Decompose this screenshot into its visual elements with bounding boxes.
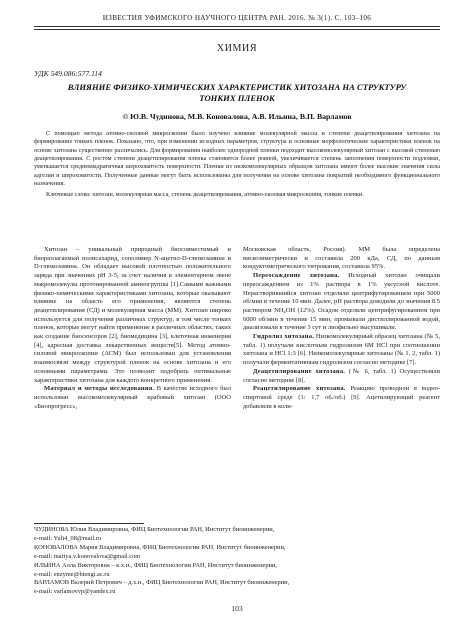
abstract [34,130,440,200]
footnote-line: e-mail: mariya.v.konovalova@gmail.com [34,552,141,560]
reacetylation-heading: Реацетилирование хитозана. [253,385,346,393]
reacetylation-paragraph [243,385,440,411]
hydrolysis-heading: Гидролиз хитозана. [253,333,314,341]
reprecipitation-paragraph [243,272,440,333]
footnote-line: e-mail: Yuli4_08@mail.ru [34,534,102,542]
article-title: ВЛИЯНИЕ ФИЗИКО-ХИМИЧЕСКИХ ХАРАКТЕРИСТИК ХИТОЗАНА НА СТРУКТУРУ ТОНКИХ ПЛЕНОК [67,82,407,103]
reprecipitation-heading: Переосаждение хитозана. [253,272,340,280]
footnote-line: КОНОВАЛОВА Мария Владимировна, ФИЦ Биотехнологии РАН, Институт биоинженерии, [34,543,286,551]
deacetylation-text: (№ 6, табл. 1) Осуществляли согласно методике [8]. [243,367,440,384]
footnote-line: e-mail: varlamovvp@yandex.ru [34,588,116,596]
left-column [34,246,231,411]
header-rule-top [34,26,440,27]
deacetylation-paragraph [243,368,440,385]
deacetylation-heading: Деацетилирование хитозана. [253,367,346,375]
udk-code: УДК 549.086:577.114 [34,69,102,78]
materials-continuation: Московская область, Россия). ММ была определена вискозиметрически и составила 200 кДа, СД, по данным кондуктометрического титрования, составила 95%. [243,246,440,271]
hydrolysis-text: Низкомолекулярный образец хитозана (№ 5, табл. 1) получали кислотным гидролизом 6М HCl при соотношении хитозана и HCl 1:3 [6]. Низкомолекулярные хитозаны (№ 1, 2, табл. 1) получали ферментативным гидролизом согласно методике [7]. [243,333,440,367]
footnote-line: ИЛЬИНА Алла Викторовна – к.х.н., ФИЦ Биотехнологии РАН, Институт биоинженерии, [34,561,277,569]
hydrolysis-paragraph [243,333,440,368]
header-rule-bottom [34,29,440,30]
materials-heading: Материал и методы исследования. [44,385,155,393]
running-header: ИЗВЕСТИЯ УФИМСКОГО НАУЧНОГО ЦЕНТРА РАН. 2016. № 3(1). С. 103–106 [102,14,372,22]
footnote-rule [34,523,144,524]
footnote-line: ЧУДИНОВА Юлия Владимировна, ФИЦ Биотехнологии РАН, Институт биоинженерии, [34,526,275,533]
reacetylation-text: Реакцию проводили в водно-спиртовой среде (1: 1,7 об./об.) [9]. Ацетилирующий реагент добавляли в коли- [243,385,440,410]
materials-paragraph [34,385,231,411]
footnote-line: ВАРЛАМОВ Валерий Петрович – д.х.н., ФИЦ Биотехнологии РАН, Институт биоинженерии, [34,579,290,587]
keywords: Ключевые слова: хитозан, молекулярная масса, степень деацетилирования, атомно-силовая микроскопия, тонкие пленки. [46,192,364,199]
author-footnotes [34,526,440,597]
abstract-text: С помощью метода атомно-силовой микроскопии было изучено влияние молекулярной массы и степени деацетилирования хитозана на формирование тонких пленок. Показано, что, при изменении исходных параметров, структура и основные морфологические характеристики пленок на основе хитозана существенно различались. Для формирования наиболее однородной пленки подходит высокомолекулярный хитозан с высокой степенью деацетилирования. С ростом степени деацетилирования пленка становится более ровной, увеличивается степень заполнения поверхности подложки, уменьшается среднеквадратичная шероховатость поверхности. Пленки из низкомолекулярных образцов хитозана имеют более высокие значения силы адгезии и шероховатости. Полученные данные могут быть использованы для получения на основе хитозана покрытий необходимого функционального назначения. [34,131,440,188]
footnote-line: e-mail: enzyme@biengi.ac.ru [34,570,110,578]
page-number: 103 [231,604,243,613]
reprecipitation-text: Исходный хитозан очищали переосаждением из 1% раствора в 1% уксусной кислоте. Нерастворившийся хитозан отделяли центрифугированием при 5000 об/мин в течение 10 мин. Далее, pH раствора доводили до значения 8.5 раствором NH₄OH (12%). Осадок отделяли центрифугированием при 6000 об/мин в течение 15 мин, промывали дистиллированной водой, диализовали в течение 3 сут и лиофильно высушивали. [243,272,440,332]
right-column [243,246,440,411]
section-title: ХИМИЯ [216,43,258,54]
author-list: © Ю.В. Чудинова, М.В. Коновалова, А.В. Ильина, В.П. Варламов [122,112,352,121]
materials-text: В качестве исходного был использован высокомолекулярный крабовый хитозан (ООО «Биопрогресс», [34,385,231,410]
intro-paragraph: Хитозан – уникальный природный биосовместимый и биоразлагаемый полисахарид, сополимер N-ацетил-D-глюкозамина и D-глюкозамина. Он обладает высокой плотностью положительного заряда при значениях pH 3-5, за счет наличия в элементарном звене макромолекулы протонированной аминогруппы [1].Самыми важными физико-химическими характеристиками хитозана, которые оказывают влияние на область его применения, являются степень деацетилирования (СД) и молекулярная масса (ММ). Хитозан широко используется для получения различных структур, в том числе тонких пленок, которые могут найти применение в различных областях, таких как создание биосенсоров [2], биомедицина [3], клеточная инженерия [4], адресная доставка лекарственных веществ[5]. Метод атомно-силовой микроскопии (АСМ) был использован для установления взаимосвязи между структурой пленок на основе хитозана и его основными параметрами. Это позволит подобрать оптимальные характеристики хитозана для каждого конкретного применения. [34,246,231,384]
